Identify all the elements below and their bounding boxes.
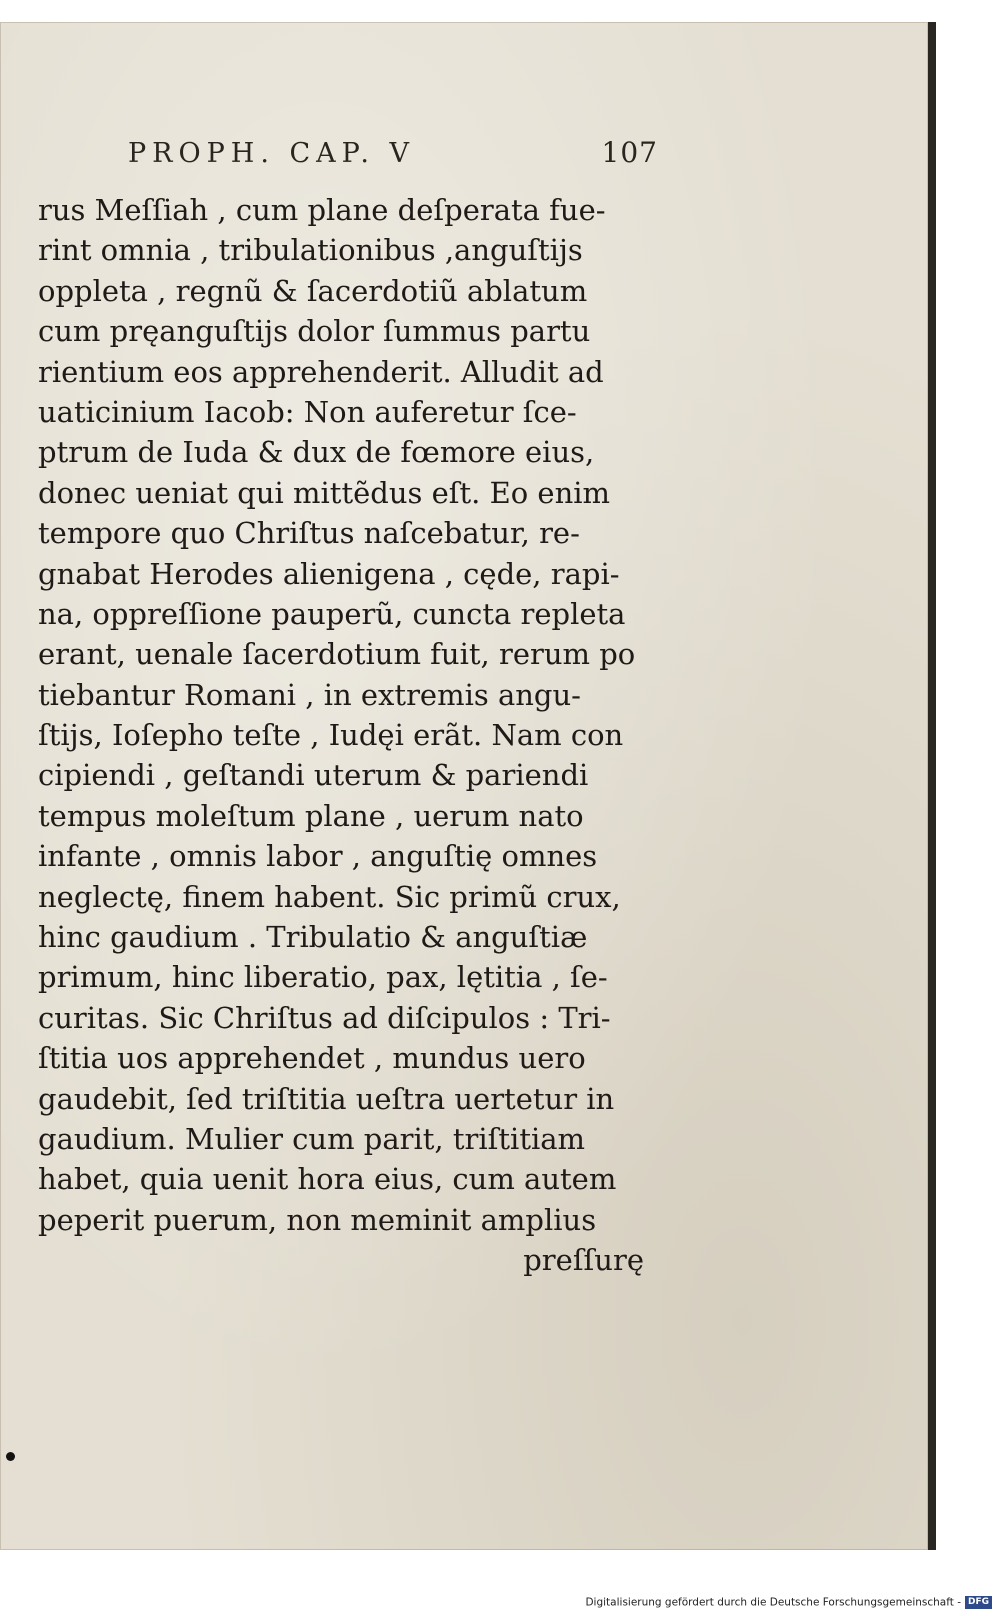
page-header bbox=[128, 134, 658, 174]
running-head: PROPH. CAP. V bbox=[128, 138, 416, 169]
ink-dot-mark bbox=[6, 1452, 15, 1461]
text-line: ſtitia uos apprehendet , mundus uero bbox=[38, 1041, 586, 1076]
text-line: cipiendi , geſtandi uterum & pariendi bbox=[38, 758, 589, 793]
text-line: uaticinium Iacob: Non auferetur ſce- bbox=[38, 394, 577, 429]
text-line: erant, uenale ſacerdotium fuit, rerum po bbox=[38, 637, 636, 672]
page-edge-shadow bbox=[928, 22, 936, 1550]
text-line: habet, quia uenit hora eius, cum autem bbox=[38, 1162, 617, 1197]
text-line: donec ueniat qui mittẽdus eſt. Eo enim bbox=[38, 475, 611, 510]
text-line: gaudebit, ſed triſtitia ueſtra uertetur in bbox=[38, 1081, 615, 1116]
text-line: oppleta , regnũ & ſacerdotiũ ablatum bbox=[38, 273, 588, 308]
text-line: neglectę, finem habent. Sic primũ crux, bbox=[38, 879, 621, 914]
credit-text: Digitalisierung gefördert durch die Deutsche Forschungsgemeinschaft - bbox=[585, 1596, 961, 1609]
text-line: peperit puerum, non meminit amplius bbox=[38, 1202, 597, 1237]
text-line: rus Meſſiah , cum plane deſperata fue- bbox=[38, 193, 606, 227]
dfg-logo-badge: DFG bbox=[965, 1596, 992, 1609]
body-text bbox=[38, 190, 648, 1281]
digitization-credit bbox=[0, 1596, 992, 1614]
text-line: tiebantur Romani , in extremis angu- bbox=[38, 677, 581, 712]
text-line: gnabat Herodes alienigena , cęde, rapi- bbox=[38, 556, 620, 591]
text-line: primum, hinc liberatio, pax, lętitia , ſe- bbox=[38, 960, 608, 995]
text-line: hinc gaudium . Tribulatio & anguſtiæ bbox=[38, 920, 588, 955]
text-line: rint omnia , tribulationibus ,anguſtijs bbox=[38, 233, 583, 268]
text-line: tempore quo Chriſtus naſcebatur, re- bbox=[38, 516, 580, 551]
page-number: 107 bbox=[601, 136, 658, 169]
book-page bbox=[0, 22, 928, 1550]
catchword: preſſurę bbox=[523, 1243, 644, 1278]
text-line: ſtijs, Ioſepho teſte , Iudęi erãt. Nam con bbox=[38, 718, 624, 753]
text-line: cum pręanguſtijs dolor ſummus partu bbox=[38, 314, 591, 349]
text-line: tempus moleſtum plane , uerum nato bbox=[38, 798, 584, 833]
text-line: na, oppreſſione pauperũ, cuncta repleta bbox=[38, 596, 626, 631]
text-line: rientium eos apprehenderit. Alludit ad bbox=[38, 354, 604, 389]
text-line: ptrum de Iuda & dux de fœmore eius, bbox=[38, 435, 595, 470]
text-line: infante , omnis labor , anguſtię omnes bbox=[38, 839, 598, 874]
scan-margin bbox=[936, 22, 1000, 1550]
text-line: gaudium. Mulier cum parit, triſtitiam bbox=[38, 1121, 586, 1156]
text-line: curitas. Sic Chriſtus ad diſcipulos : Tri- bbox=[38, 1000, 611, 1035]
